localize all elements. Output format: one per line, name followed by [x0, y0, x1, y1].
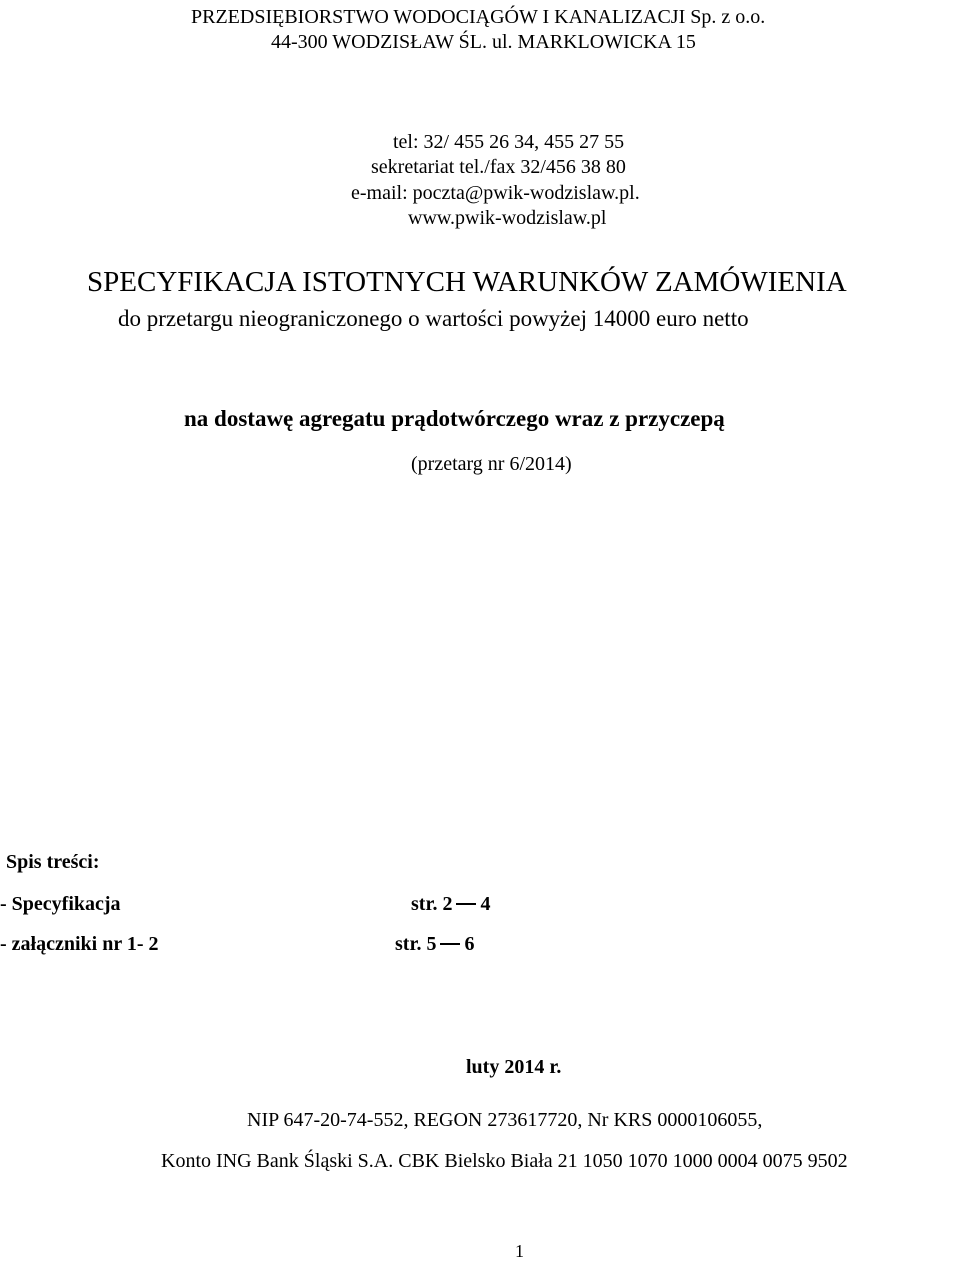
website-address: www.pwik-wodzislaw.pl — [408, 207, 607, 229]
secretariat-fax: sekretariat tel./fax 32/456 38 80 — [371, 156, 626, 178]
company-name: PRZEDSIĘBIORSTWO WODOCIĄGÓW I KANALIZACJI Sp. z o.o. — [191, 6, 766, 28]
toc-item-label: - załączniki nr 1- 2 — [0, 933, 159, 955]
toc-item-page-start: str. 5 — [395, 933, 437, 955]
phone-numbers: tel: 32/ 455 26 34, 455 27 55 — [393, 131, 625, 153]
document-subtitle: do przetargu nieograniczonego o wartości powyżej 14000 euro netto — [118, 306, 749, 331]
toc-item — [0, 893, 520, 921]
document-date: luty 2014 r. — [466, 1056, 562, 1078]
email-address: e-mail: poczta@pwik-wodzislaw.pl. — [351, 182, 640, 204]
tender-number: (przetarg nr 6/2014) — [411, 453, 572, 475]
toc-item-pages — [395, 933, 474, 956]
document-title: SPECYFIKACJA ISTOTNYCH WARUNKÓW ZAMÓWIENIA — [87, 266, 847, 298]
toc-item-label: - Specyfikacja — [0, 893, 121, 915]
toc-item-page-end: 6 — [464, 933, 475, 955]
range-dash — [456, 903, 476, 905]
range-dash — [440, 943, 460, 945]
page-number: 1 — [515, 1241, 524, 1261]
toc-item-page-start: str. 2 — [411, 893, 453, 915]
toc-item-page-end: 4 — [480, 893, 491, 915]
toc-item — [0, 933, 520, 961]
bank-account: Konto ING Bank Śląski S.A. CBK Bielsko Biała 21 1050 1070 1000 0004 0075 9502 — [161, 1150, 848, 1172]
toc-item-pages — [411, 893, 490, 916]
procurement-subject: na dostawę agregatu prądotwórczego wraz z przyczepą — [184, 406, 725, 431]
company-address: 44-300 WODZISŁAW ŚL. ul. MARKLOWICKA 15 — [271, 31, 696, 53]
toc-heading: Spis treści: — [6, 851, 100, 873]
company-registry-numbers: NIP 647-20-74-552, REGON 273617720, Nr KRS 0000106055, — [247, 1109, 763, 1131]
